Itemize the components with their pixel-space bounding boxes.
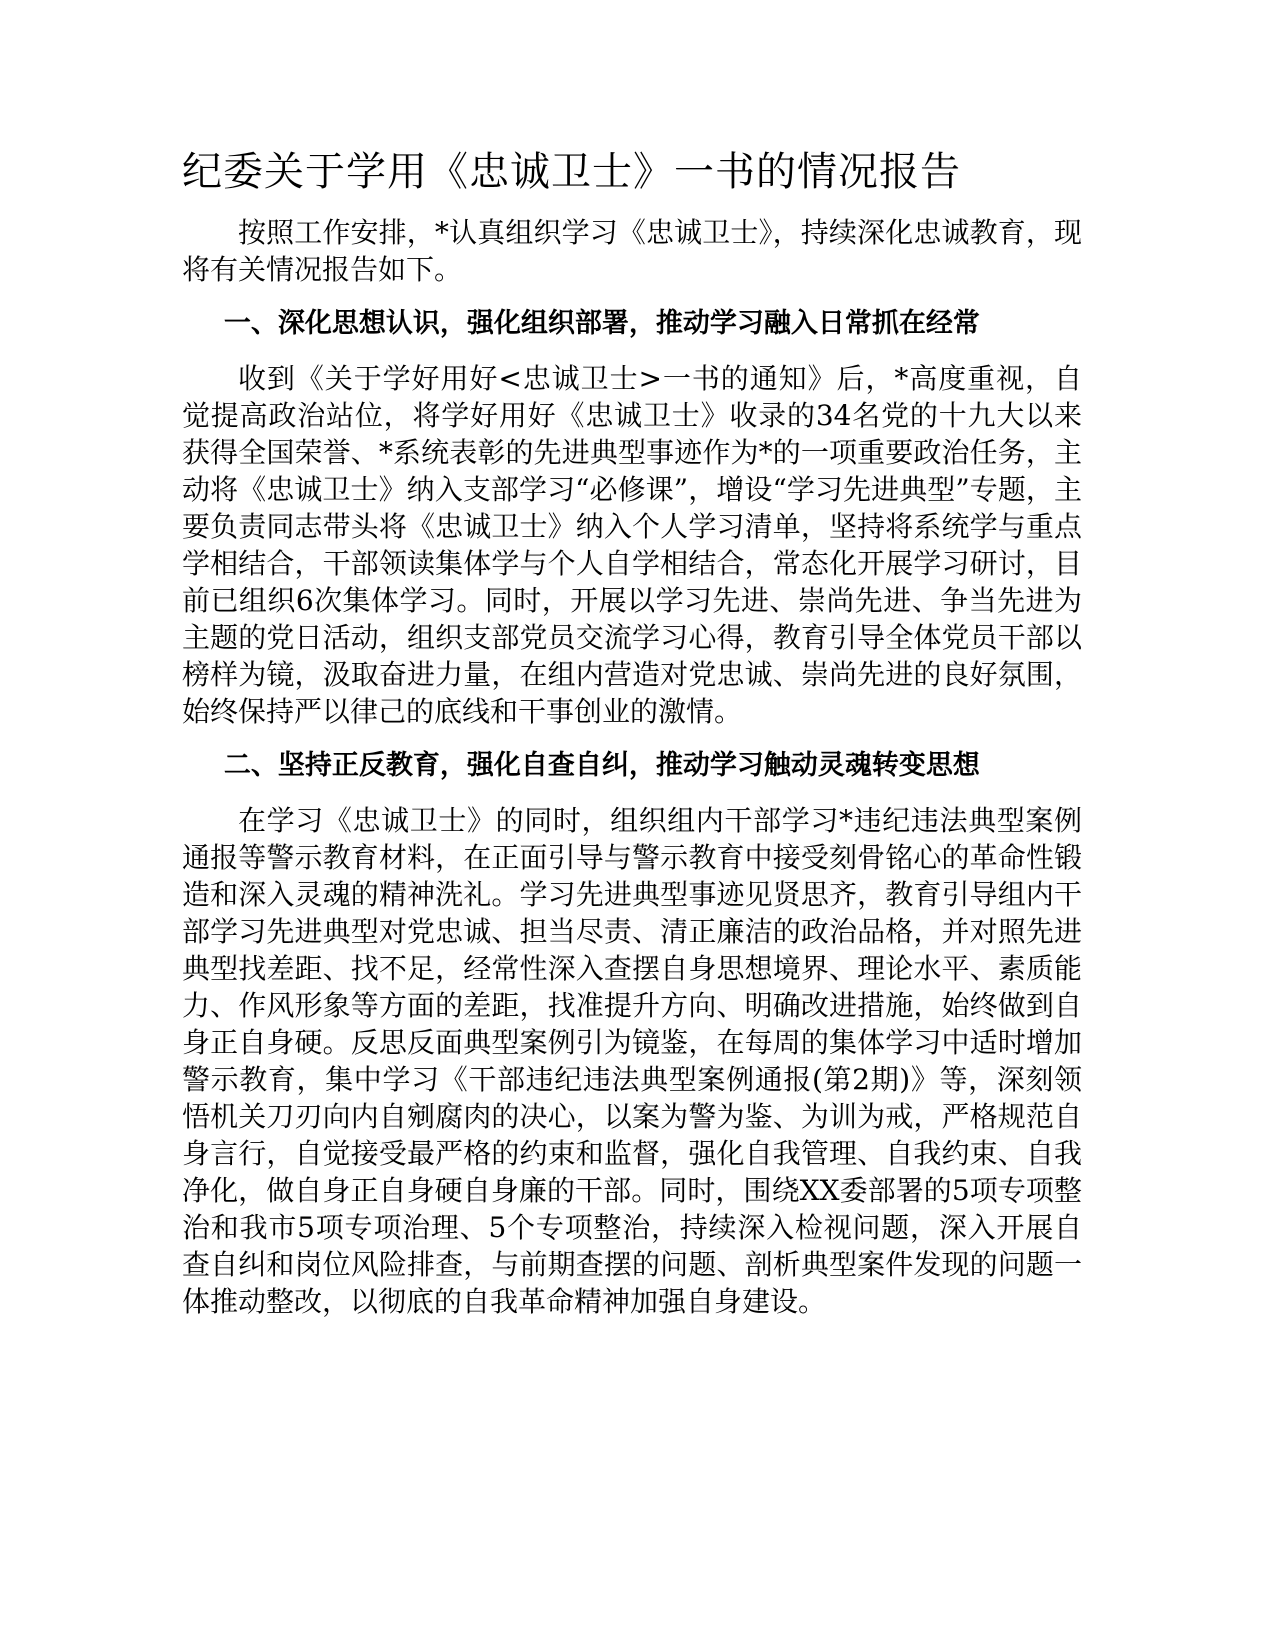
section-1-heading: 一、深化思想认识，强化组织部署，推动学习融入日常抓在经常 bbox=[223, 308, 980, 339]
section-1-body: 收到《关于学好用好<忠诚卫士>一书的通知》后，*高度重视，自觉提高政治站位，将学好用好《忠诚卫士》收录的34名党的十九大以来获得全国荣誉、*系统表彰的先进典型事迹作为*的一项重要政治任务，主动将《忠诚卫士》纳入支部学习“必修课”，增设“学习先进典型”专题，主要负责同志带头将《忠诚卫士》纳入个人学习清单，坚持将系统学与重点学相结合，干部领读集体学与个人自学相结合，常态化开展学习研讨，目前已组织6次集体学习。同时，开展以学习先进、崇尚先进、争当先进为主题的党日活动，组织支部党员交流学习心得，教育引导全体党员干部以榜样为镜，汲取奋进力量，在组内营造对党忠诚、崇尚先进的良好氛围，始终保持严以律己的底线和干事创业的激情。 bbox=[182, 362, 1082, 728]
section-2-heading: 二、坚持正反教育，强化自查自纠，推动学习触动灵魂转变思想 bbox=[223, 750, 980, 781]
section-2-body: 在学习《忠诚卫士》的同时，组织组内干部学习*违纪违法典型案例通报等警示教育材料，在正面引导与警示教育中接受刻骨铭心的革命性锻造和深入灵魂的精神洗礼。学习先进典型事迹见贤思齐，教育引导组内干部学习先进典型对党忠诚、担当尽责、清正廉洁的政治品格，并对照先进典型找差距、找不足，经常性深入查摆自身思想境界、理论水平、素质能力、作风形象等方面的差距，找准提升方向、明确改进措施，始终做到自身正自身硬。反思反面典型案例引为镜鉴，在每周的集体学习中适时增加警示教育，集中学习《干部违纪违法典型案例通报(第2期)》等，深刻领悟机关刀刃向内自剜腐肉的决心，以案为警为鉴、为训为戒，严格规范自身言行，自觉接受最严格的约束和监督，强化自我管理、自我约束、自我净化，做自身正自身硬自身廉的干部。同时，围绕XX委部署的5项专项整治和我市5项专项治理、5个专项整治，持续深入检视问题，深入开展自查自纠和岗位风险排查，与前期查摆的问题、剖析典型案件发现的问题一体推动整改，以彻底的自我革命精神加强自身建设。 bbox=[182, 804, 1082, 1318]
intro-paragraph: 按照工作安排，*认真组织学习《忠诚卫士》，持续深化忠诚教育，现将有关情况报告如下。 bbox=[182, 216, 1082, 286]
document-title: 纪委关于学用《忠诚卫士》一书的情况报告 bbox=[182, 149, 961, 195]
document-content bbox=[182, 140, 1082, 1320]
